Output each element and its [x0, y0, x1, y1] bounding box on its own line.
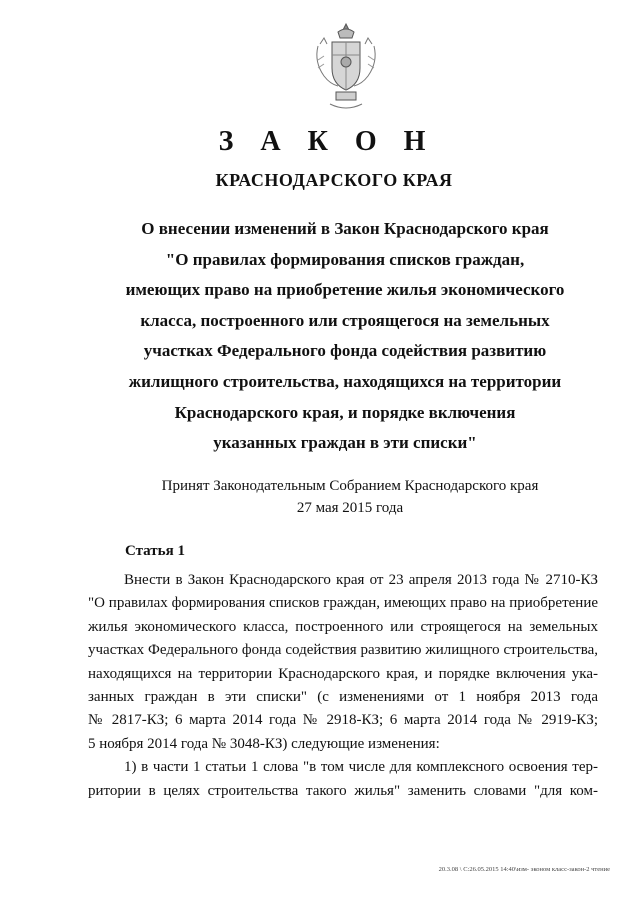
article-line: жилья экономического класса, построенного или строящегося на земельных	[88, 618, 598, 635]
heading-line: "О правилах формирования списков граждан,	[165, 249, 525, 269]
article-title: Статья 1	[125, 543, 185, 559]
file-path-footer: 20.3.08 \ С:26.05.2015 14:40\изм- эконом класс-закон-2 чтение	[438, 866, 610, 873]
article-line: ритории в целях строительства такого жилья" заменить словами "для ком-	[88, 782, 598, 799]
coat-of-arms-emblem	[312, 22, 380, 112]
heading-line: Краснодарского края, и порядке включения	[174, 402, 516, 422]
article-line: 1) в части 1 статьи 1 слова "в том числе для комплексного освоения тер-	[124, 759, 598, 776]
adopted-date: 27 мая 2015 года	[296, 500, 404, 516]
law-title: З А К О Н	[218, 126, 436, 157]
heading-line: имеющих право на приобретение жилья экономического	[125, 280, 565, 300]
article-line: 5 ноября 2014 года № 3048-КЗ) следующие изменения:	[88, 735, 440, 752]
article-line: № 2817-КЗ; 6 марта 2014 года № 2918-КЗ; 6 марта 2014 года № 2919-КЗ;	[88, 712, 598, 729]
article-line: находящихся на территории Краснодарского края, и порядке включения ука-	[88, 665, 598, 682]
article-line: "О правилах формирования списков граждан, имеющих право на приобретение	[88, 595, 598, 612]
adopted-by: Принят Законодательным Собранием Краснодарского края	[161, 478, 539, 494]
heading-line: участках Федерального фонда содействия развитию	[143, 341, 547, 361]
heading-line: жилищного строительства, находящихся на территории	[128, 371, 562, 391]
heading-line: указанных граждан в эти списки"	[213, 433, 477, 453]
article-body	[88, 569, 598, 803]
region-subtitle: КРАСНОДАРСКОГО КРАЯ	[215, 170, 453, 190]
article-line: Внести в Закон Краснодарского края от 23 апреля 2013 года № 2710-КЗ	[124, 572, 598, 588]
heading-line: класса, построенного или строящегося на земельных	[140, 310, 550, 330]
heading-line: О внесении изменений в Закон Краснодарского края	[141, 219, 549, 238]
adoption-block	[120, 475, 580, 519]
law-heading	[110, 214, 580, 459]
article-line: занных граждан в эти списки" (с изменениями от 1 ноября 2013 года	[88, 688, 598, 705]
article-line: участках Федерального фонда содействия развитию жилищного строительства,	[88, 642, 598, 659]
